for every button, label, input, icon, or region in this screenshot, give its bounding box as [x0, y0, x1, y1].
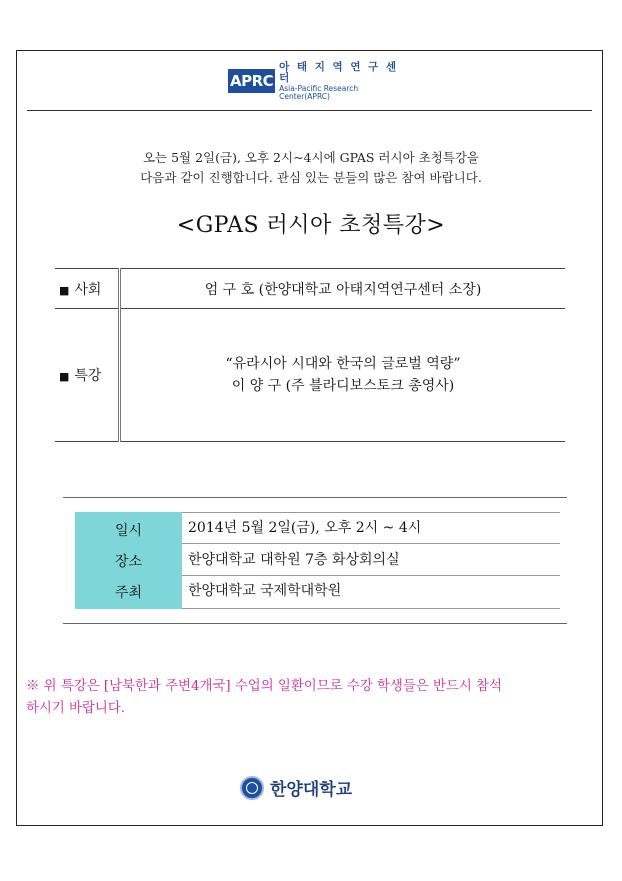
aprc-logo-mark: APRC [228, 69, 275, 93]
organizer-value: 한양대학교 국제학대학원 [182, 576, 560, 609]
org-english-name: Asia-Pacific Research Center(APRC) [279, 84, 359, 101]
info-divider-top [63, 497, 567, 498]
program-table [55, 268, 565, 442]
info-labels [75, 512, 182, 609]
university-name: 한양대학교 [270, 780, 353, 800]
bullet-square-icon: ■ [59, 370, 70, 383]
bullet-square-icon: ■ [59, 283, 70, 297]
program-row-lecture [55, 309, 565, 442]
attendance-notice: ※ 위 특강은 [남북한과 주변4개국] 수업의 일환이므로 수강 학생들은 반드시 참석 하시기 바랍니다. [26, 679, 502, 716]
program-row-host [55, 269, 565, 309]
hanyang-logo [240, 775, 352, 800]
lecture-label: 특강 [74, 368, 102, 384]
page-title: <GPAS 러시아 초청특강> [176, 213, 446, 238]
info-divider-bottom [63, 623, 567, 624]
lecture-speaker: 이 양 구 (주 블라디보스토크 총영사) [231, 378, 455, 394]
place-value: 한양대학교 대학원 7층 화상회의실 [182, 544, 560, 576]
date-value: 2014년 5월 2일(금), 오후 2시 ~ 4시 [182, 512, 560, 544]
host-value: 엄 구 호 (한양대학교 아태지역연구센터 소장) [120, 269, 566, 309]
intro-text: 오는 5월 2일(금), 오후 2시~4시에 GPAS 러시아 초청특강을 다음과 같이 진행합니다. 관심 있는 분들의 많은 참여 바랍니다. [140, 150, 482, 185]
university-seal-icon [240, 776, 264, 800]
date-label: 일시 [114, 522, 143, 539]
place-label: 장소 [114, 553, 143, 570]
header-divider [27, 110, 592, 111]
org-korean-name: 아 태 지 역 연 구 센 터 [279, 61, 399, 84]
aprc-logo [228, 61, 408, 101]
lecture-title: “유라시아 시대와 한국의 글로벌 역량” [225, 356, 461, 372]
organizer-label: 주최 [114, 584, 143, 601]
host-label: 사회 [74, 281, 102, 298]
